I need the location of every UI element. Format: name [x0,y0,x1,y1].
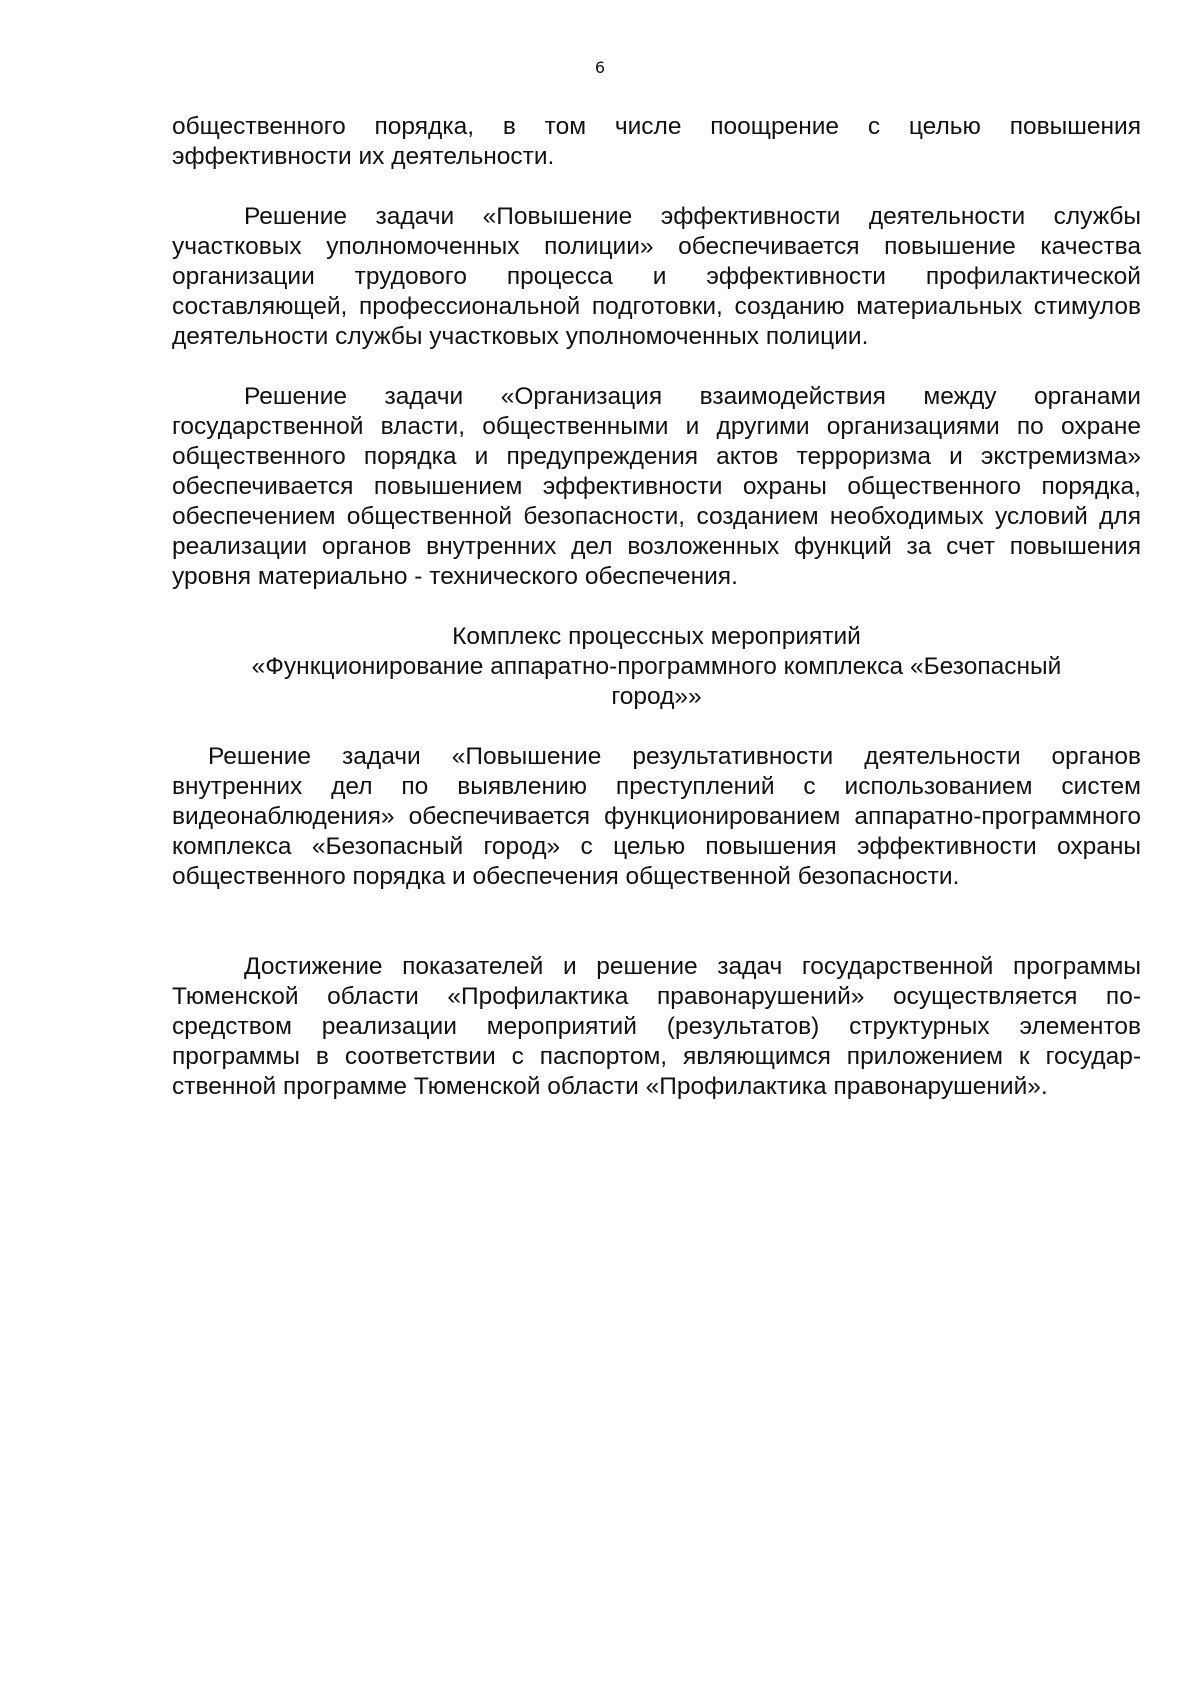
paragraph-continuation: общественного порядка, в том числе поощрение с целью повышения эффективности их деятельности. [172,113,1141,170]
section-heading-line-2: «Функционирование аппаратно-программного комплекса «Безопасный [251,653,1062,680]
paragraph-program-implementation: Достижение показателей и решение задач государственной программы Тюменской области «Профилактика правонарушений» осуществляется по-средством реализации мероприятий (результатов) структурных элементов программы в соответствии с паспортом, являющимся приложением к государ-ственной программе Тюменской области «Профилактика правонарушений». [172,953,1141,1100]
section-heading-line-1: Комплекс процессных мероприятий [452,623,861,650]
paragraph-district-police-task: Решение задачи «Повышение эффективности деятельности службы участковых уполномоченных полиции» обеспечивается повышение качества организации трудового процесса и эффективности профилактической составляющей, профессиональной подготовки, созданию материальных стимулов деятельности службы участковых уполномоченных полиции. [172,203,1141,350]
section-heading [172,622,1141,712]
page-number: 6 [594,58,606,77]
paragraph-interaction-task: Решение задачи «Организация взаимодействия между органами государственной власти, общественными и другими организациями по охране общественного порядка и предупреждения актов терроризма и экстремизма» обеспечивается повышением эффективности охраны общественного порядка, обеспечением общественной безопасности, созданием необходимых условий для реализации органов внутренних дел возложенных функций за счет повышения уровня материально - технического обеспечения. [172,383,1141,590]
section-heading-line-3: город»» [611,683,702,710]
paragraph-safe-city-task: Решение задачи «Повышение результативности деятельности органов внутренних дел по выявлению преступлений с использованием систем видеонаблюдения» обеспечивается функционированием аппаратно-программного комплекса «Безопасный город» с целью повышения эффективности охраны общественного порядка и обеспечения общественной безопасности. [172,743,1141,890]
